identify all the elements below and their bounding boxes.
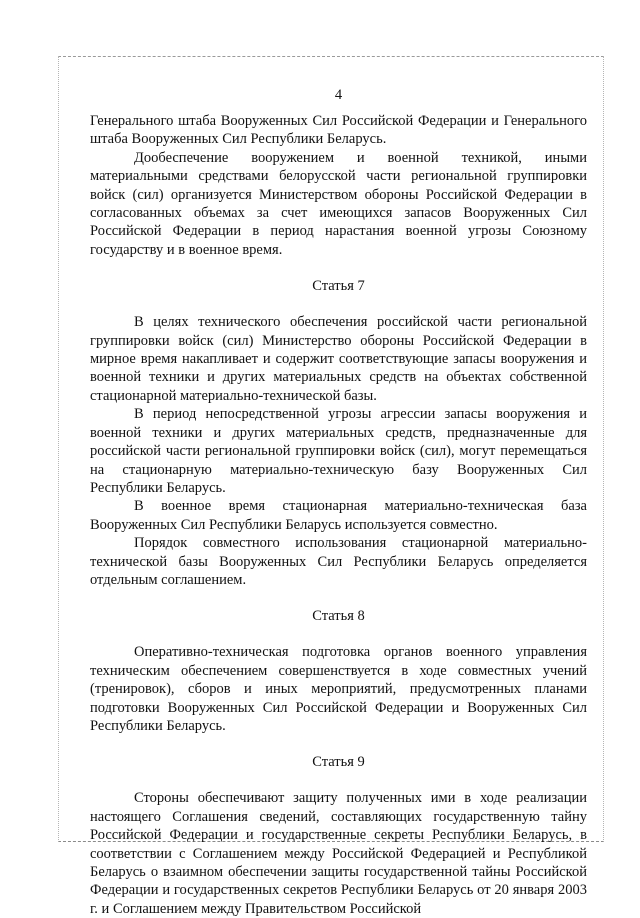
paragraph: Порядок совместного использования стационарной материально-технической базы Вооруженных Сил Республики Беларусь определяется отдельным соглашением. bbox=[90, 535, 587, 588]
article-heading-9: Статья 9 bbox=[312, 754, 365, 771]
paragraph: В военное время стационарная материально-техническая база Вооруженных Сил Республики Беларусь используется совместно. bbox=[90, 498, 587, 533]
article-heading-7: Статья 7 bbox=[312, 278, 365, 295]
article-heading-8: Статья 8 bbox=[312, 608, 365, 625]
paragraph: Дообеспечение вооружением и военной техникой, иными материальными средствами белорусской части региональной группировки войск (сил) организуется Министерством обороны Российской Федерации в согласованных объемах за счет имеющихся запасов Вооруженных Сил Российской Федерации в период нарастания военной угрозы Союзному государству и в военное время. bbox=[90, 149, 587, 258]
paragraph: Стороны обеспечивают защиту полученных ими в ходе реализации настоящего Соглашения сведений, составляющих государственную тайну Российской Федерации и государственные секреты Республики Беларусь, в соответствии с Соглашением между Российской Федерацией и Республикой Беларусь о взаимном обеспечении защиты государственной тайны Российской Федерации и государственных секретов Республики Беларусь от 20 января 2003 г. и Соглашением между Правительством Российской bbox=[90, 790, 587, 917]
page-number: 4 bbox=[334, 87, 343, 103]
paragraph-continuation: Генерального штаба Вооруженных Сил Российской Федерации и Генерального штаба Вооруженных Сил Республики Беларусь. bbox=[90, 113, 587, 148]
paragraph: В целях технического обеспечения российской части региональной группировки войск (сил) Министерство обороны Российской Федерации в мирное время накапливает и содержит соответствующие запасы вооружения и военной техники и других материальных средств на объектах собственной стационарной материально-технической базы. bbox=[90, 314, 587, 404]
paragraph: В период непосредственной угрозы агрессии запасы вооружения и военной техники и других материальных средств, предназначенные для российской части региональной группировки войск (сил), могут перемещаться на стационарную материально-техническую базу Вооруженных Сил Республики Беларусь. bbox=[90, 406, 587, 496]
paragraph: Оперативно-техническая подготовка органов военного управления техническим обеспечением совершенствуется в ходе совместных учений (тренировок), сборов и иных мероприятий, предусмотренных планами подготовки Вооруженных Сил Российской Федерации и Вооруженных Сил Республики Беларусь. bbox=[90, 644, 587, 734]
document-page bbox=[90, 86, 587, 918]
